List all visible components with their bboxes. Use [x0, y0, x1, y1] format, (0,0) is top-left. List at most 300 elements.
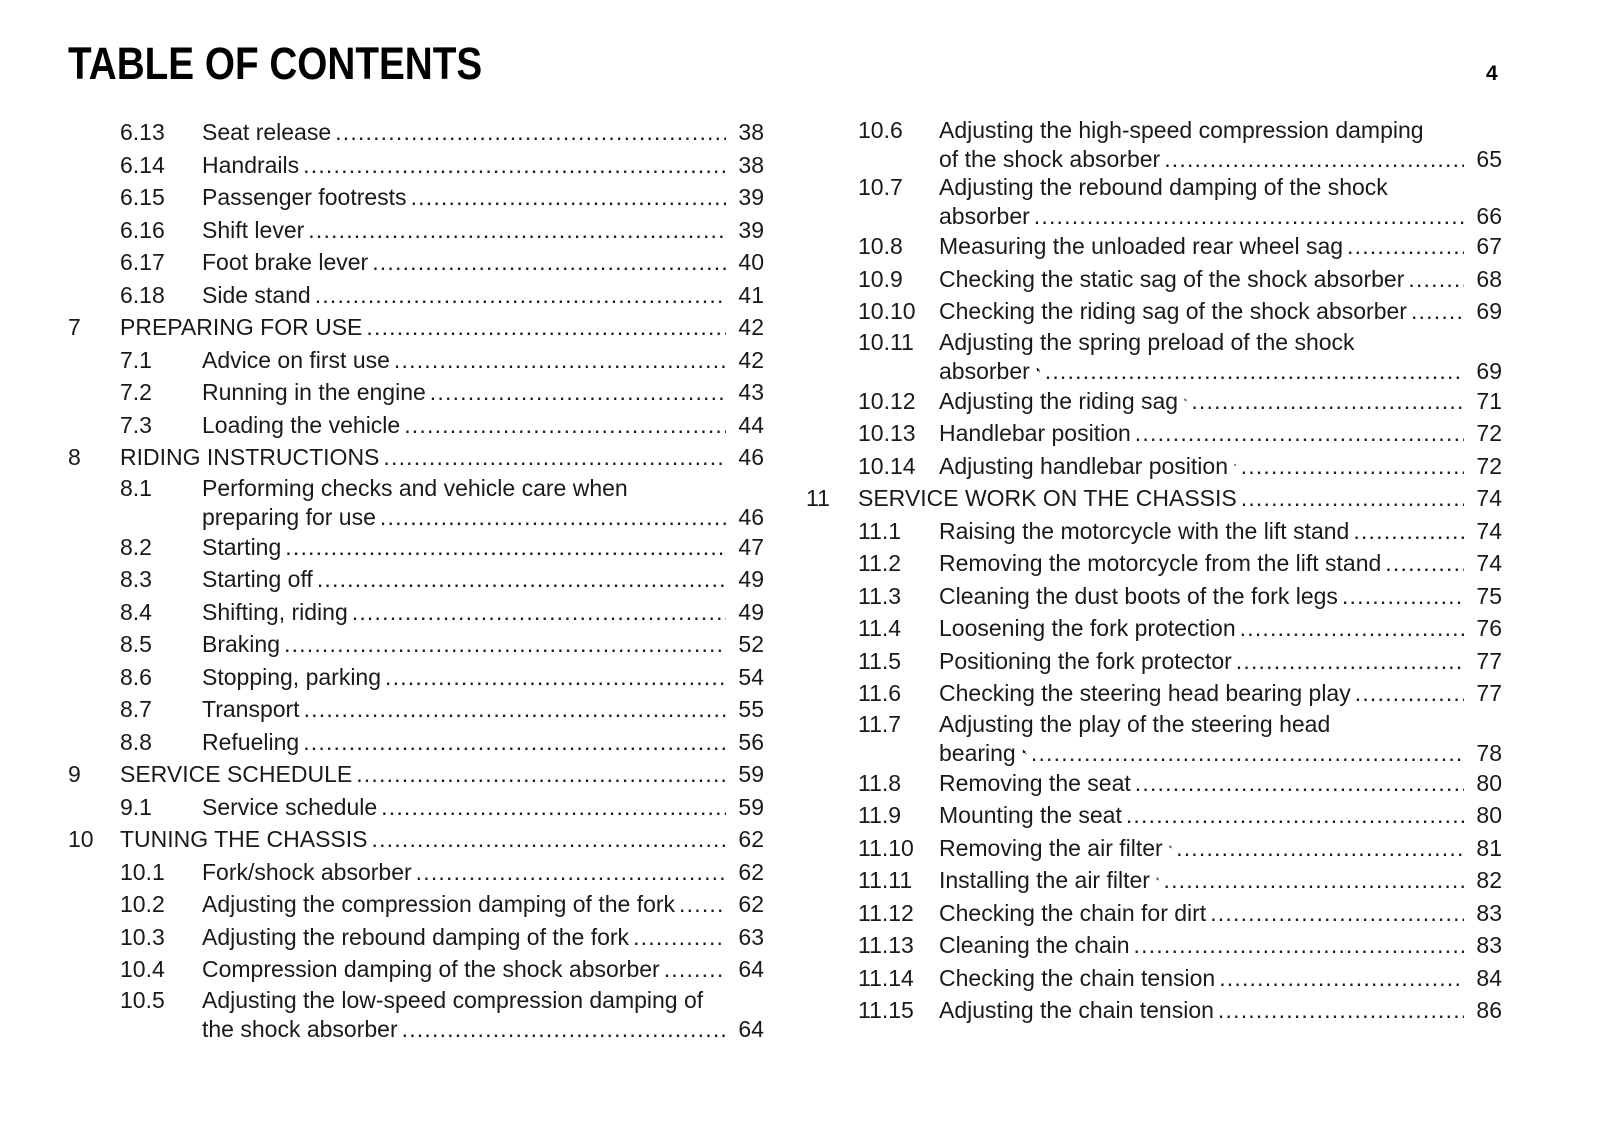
wrench-icon	[1022, 743, 1027, 761]
section-number: 11	[806, 485, 830, 511]
page-ref[interactable]: 75	[1476, 582, 1502, 609]
toc-entry-line	[806, 612, 1502, 645]
dot-leader	[303, 149, 726, 182]
toc-section-entry[interactable]	[68, 181, 764, 214]
section-title[interactable]: Checking the chain for dirt	[939, 899, 1207, 926]
section-title[interactable]: Compression damping of the shock absorber	[202, 956, 660, 982]
toc-entry-line	[806, 994, 1502, 1027]
section-title[interactable]: the shock absorber	[202, 1015, 398, 1042]
section-title[interactable]: Passenger footrests	[202, 184, 407, 210]
title-wrap	[202, 214, 726, 247]
page-ref[interactable]: 69	[1476, 357, 1502, 384]
title-wrap	[939, 202, 1464, 230]
title-wrap	[202, 986, 764, 1015]
section-number: 11.4	[858, 615, 902, 641]
page-ref[interactable]: 74	[1476, 485, 1502, 511]
title-wrap	[939, 173, 1502, 202]
toc-section-entry[interactable]	[806, 580, 1502, 613]
section-title[interactable]: Adjusting the riding sag	[939, 387, 1179, 414]
toc-section-entry[interactable]	[806, 385, 1502, 418]
dot-leader	[1408, 263, 1464, 296]
toc-entry-line	[806, 145, 1502, 173]
toc-section-entry[interactable]	[68, 596, 764, 629]
section-title[interactable]: Running in the engine	[202, 379, 426, 405]
toc-section-entry[interactable]	[806, 677, 1502, 710]
dot-leader	[317, 563, 726, 596]
dot-leader	[1240, 612, 1464, 645]
page-ref[interactable]: 62	[738, 826, 764, 852]
section-number: 10.7	[858, 174, 903, 200]
section-number: 6.13	[120, 119, 165, 145]
toc-entry-line	[68, 1015, 764, 1043]
toc-entry-line	[68, 246, 764, 279]
toc-entry-line	[806, 767, 1502, 800]
toc-chapter-entry[interactable]	[68, 441, 764, 474]
section-title[interactable]: Shifting, riding	[202, 598, 348, 625]
toc-entry-line	[68, 344, 764, 377]
section-title[interactable]: Raising the motorcycle with the lift stand	[939, 517, 1350, 544]
page-ref[interactable]: 83	[1476, 932, 1502, 958]
toc-entry-line	[68, 563, 764, 596]
title-wrap	[939, 357, 1464, 385]
title-wrap	[939, 385, 1464, 418]
toc-section-entry[interactable]	[68, 344, 764, 377]
section-title[interactable]: Mounting the seat	[939, 802, 1122, 828]
dot-leader	[402, 1015, 726, 1043]
section-title[interactable]: Loading the vehicle	[202, 411, 401, 438]
page-ref[interactable]: 78	[1476, 739, 1502, 766]
section-number: 10.13	[858, 420, 916, 446]
section-title[interactable]: Shift lever	[202, 216, 305, 243]
section-number: 7	[68, 314, 81, 340]
toc-entry-line	[68, 726, 764, 759]
section-title[interactable]: Refueling	[202, 728, 300, 755]
section-number: 11.5	[858, 647, 902, 674]
toc-chapter-entry[interactable]	[806, 482, 1502, 515]
toc-section-entry[interactable]	[68, 953, 764, 986]
page-ref[interactable]: 52	[738, 631, 764, 657]
toc-entry-line	[68, 693, 764, 726]
toc-chapter-entry[interactable]	[68, 311, 764, 344]
toc-entry-line	[806, 677, 1502, 710]
toc-entry-line	[68, 503, 764, 531]
section-title[interactable]: Adjusting handlebar position	[939, 452, 1228, 479]
page-ref[interactable]: 54	[738, 663, 764, 690]
section-number: 11.7	[858, 710, 902, 737]
title-wrap	[939, 328, 1502, 357]
toc-section-entry[interactable]	[68, 888, 764, 921]
title-wrap	[939, 962, 1464, 995]
section-title[interactable]: Loosening the fork protection	[939, 615, 1236, 641]
page-ref[interactable]: 65	[1476, 146, 1502, 172]
page-ref[interactable]: 49	[738, 598, 764, 625]
page-ref[interactable]: 68	[1476, 265, 1502, 292]
section-title[interactable]: Braking	[202, 631, 280, 657]
section-title[interactable]: Performing checks and vehicle care when	[202, 474, 628, 501]
page-ref[interactable]: 82	[1476, 867, 1502, 893]
page-ref[interactable]: 40	[738, 249, 764, 275]
toc-entry-line	[806, 645, 1502, 678]
page-ref[interactable]: 81	[1476, 834, 1502, 861]
section-title[interactable]: Checking the riding sag of the shock absorber	[939, 298, 1407, 324]
dot-leader	[285, 531, 726, 564]
title-wrap	[120, 823, 726, 856]
section-title[interactable]: Stopping, parking	[202, 663, 382, 690]
toc-entry-line	[68, 474, 764, 503]
page-ref[interactable]: 44	[738, 411, 764, 438]
section-title[interactable]: Adjusting the play of the steering head	[939, 710, 1331, 737]
page-ref[interactable]: 56	[738, 728, 764, 755]
section-title[interactable]: Foot brake lever	[202, 249, 369, 275]
page-ref[interactable]: 66	[1476, 203, 1502, 229]
title-wrap	[202, 409, 726, 442]
title-wrap	[202, 921, 726, 954]
page-ref[interactable]: 38	[738, 151, 764, 178]
section-number: 10	[68, 826, 94, 852]
toc-section-entry[interactable]	[806, 929, 1502, 962]
page-ref[interactable]: 49	[738, 566, 764, 592]
title-wrap	[202, 531, 726, 564]
toc-entry-line	[806, 173, 1502, 202]
toc-section-entry[interactable]	[806, 799, 1502, 832]
title-wrap	[939, 645, 1464, 678]
page-ref[interactable]: 86	[1476, 997, 1502, 1023]
toc-entry-line	[68, 758, 764, 791]
section-number: 10.12	[858, 387, 916, 414]
toc-section-entry[interactable]	[806, 450, 1502, 483]
toc-section-entry[interactable]	[68, 986, 764, 1043]
section-title[interactable]: Transport	[202, 696, 300, 722]
dot-leader	[679, 888, 726, 921]
page-ref[interactable]: 62	[738, 858, 764, 885]
title-wrap	[939, 450, 1464, 483]
toc-section-entry[interactable]	[68, 214, 764, 247]
toc-entry-line	[806, 482, 1502, 515]
dot-leader	[404, 409, 726, 442]
dot-leader	[1218, 994, 1464, 1027]
dot-leader	[381, 791, 726, 824]
title-wrap	[202, 116, 726, 149]
toc-entry-line	[806, 263, 1502, 296]
section-title[interactable]: Adjusting the high-speed compression damping	[939, 117, 1424, 143]
section-title[interactable]: Fork/shock absorber	[202, 858, 412, 885]
toc-entry-line	[68, 311, 764, 344]
page-ref[interactable]: 41	[738, 281, 764, 308]
title-wrap	[202, 503, 726, 531]
page-ref[interactable]: 46	[738, 503, 764, 530]
section-number: 11.14	[858, 964, 914, 991]
toc-section-entry[interactable]	[806, 515, 1502, 548]
dot-leader	[1385, 547, 1464, 580]
section-number: 6.14	[120, 151, 165, 178]
dot-leader	[1191, 385, 1464, 418]
page-ref[interactable]: 74	[1476, 550, 1502, 576]
toc-section-entry[interactable]	[68, 693, 764, 726]
page-ref[interactable]: 39	[738, 184, 764, 210]
section-title[interactable]: Removing the motorcycle from the lift stand	[939, 550, 1382, 576]
toc-section-entry[interactable]	[68, 726, 764, 759]
toc-entry-line	[68, 888, 764, 921]
toc-section-entry[interactable]	[806, 710, 1502, 767]
page-ref[interactable]: 77	[1476, 647, 1502, 674]
section-title[interactable]: Seat release	[202, 119, 332, 145]
title-wrap	[120, 311, 726, 344]
section-title[interactable]: Checking the chain tension	[939, 964, 1216, 991]
page-ref[interactable]: 74	[1476, 517, 1502, 544]
page-ref[interactable]: 64	[738, 1015, 764, 1042]
title-wrap	[202, 246, 726, 279]
section-title[interactable]: Checking the static sag of the shock absorber	[939, 265, 1405, 292]
section-title[interactable]: Handlebar position	[939, 420, 1131, 446]
section-number: 7.1	[120, 346, 152, 373]
toc-section-entry[interactable]	[806, 767, 1502, 800]
dot-leader	[1353, 515, 1464, 548]
toc-section-entry[interactable]	[68, 563, 764, 596]
toc-section-entry[interactable]	[806, 832, 1502, 865]
title-wrap	[202, 693, 726, 726]
toc-entry-line	[806, 295, 1502, 328]
section-title[interactable]: SERVICE SCHEDULE	[120, 761, 353, 787]
toc-entry-line	[806, 580, 1502, 613]
toc-section-entry[interactable]	[68, 628, 764, 661]
dot-leader	[1241, 482, 1464, 515]
toc-section-entry[interactable]	[68, 474, 764, 531]
section-number: 10.3	[120, 923, 165, 950]
toc-section-entry[interactable]	[806, 417, 1502, 450]
toc-entry-line	[68, 181, 764, 214]
toc-section-entry[interactable]	[68, 246, 764, 279]
toc-section-entry[interactable]	[68, 921, 764, 954]
section-number: 11.6	[858, 680, 902, 706]
section-title[interactable]: Starting	[202, 533, 282, 560]
toc-section-entry[interactable]	[68, 856, 764, 889]
section-number: 7.2	[120, 379, 152, 405]
title-wrap	[939, 864, 1464, 897]
toc-entry-line	[68, 628, 764, 661]
page-ref[interactable]: 42	[738, 346, 764, 373]
section-number: 11.11	[858, 867, 913, 893]
page-ref[interactable]: 77	[1476, 680, 1502, 706]
section-number: 7.3	[120, 411, 152, 438]
toc-section-entry[interactable]	[68, 116, 764, 149]
toc-entry-line	[68, 149, 764, 182]
section-title[interactable]: TUNING THE CHASSIS	[120, 826, 368, 852]
toc-section-entry[interactable]	[806, 295, 1502, 328]
page-ref[interactable]: 83	[1476, 899, 1502, 926]
page-ref[interactable]: 80	[1476, 769, 1502, 796]
dot-leader	[303, 726, 726, 759]
toc-entry-line	[806, 450, 1502, 483]
title-wrap	[939, 677, 1464, 710]
section-number: 8.6	[120, 663, 152, 690]
page-number: 4	[1486, 62, 1498, 85]
dot-leader	[304, 693, 726, 726]
title-wrap	[939, 612, 1464, 645]
toc-chapter-entry[interactable]	[68, 823, 764, 856]
dot-leader	[1134, 929, 1464, 962]
section-title[interactable]: Starting off	[202, 566, 313, 592]
toc-entry-line	[68, 441, 764, 474]
page-ref[interactable]: 64	[738, 956, 764, 982]
title-wrap	[939, 929, 1464, 962]
section-title[interactable]: Advice on first use	[202, 346, 390, 373]
title-wrap	[939, 295, 1464, 328]
page-ref[interactable]: 55	[738, 696, 764, 722]
section-number: 11.1	[858, 517, 902, 544]
page-ref[interactable]: 80	[1476, 802, 1502, 828]
title-wrap	[202, 888, 726, 921]
section-title[interactable]: absorber	[939, 203, 1030, 229]
toc-entry-line	[806, 202, 1502, 230]
dot-leader	[366, 311, 726, 344]
page-ref[interactable]: 42	[738, 314, 764, 340]
section-title[interactable]: Checking the steering head bearing play	[939, 680, 1351, 706]
page-ref[interactable]: 62	[738, 891, 764, 917]
title-wrap	[939, 832, 1464, 865]
section-title[interactable]: Measuring the unloaded rear wheel sag	[939, 233, 1344, 259]
toc-entry-line	[806, 515, 1502, 548]
toc-section-entry[interactable]	[68, 531, 764, 564]
title-wrap	[939, 710, 1502, 739]
page-ref[interactable]: 63	[738, 923, 764, 950]
section-title[interactable]: Adjusting the rebound damping of the fork	[202, 923, 630, 950]
dot-leader	[1135, 767, 1464, 800]
title-wrap	[202, 149, 726, 182]
section-title[interactable]: Removing the air filter	[939, 834, 1163, 861]
toc-section-entry[interactable]	[806, 547, 1502, 580]
page-ref[interactable]: 69	[1476, 298, 1502, 324]
toc-section-entry[interactable]	[806, 116, 1502, 173]
section-title[interactable]: RIDING INSTRUCTIONS	[120, 444, 380, 470]
toc-section-entry[interactable]	[806, 230, 1502, 263]
dot-leader	[380, 503, 726, 531]
page-ref[interactable]: 84	[1476, 964, 1502, 991]
section-number: 8.7	[120, 696, 152, 722]
toc-section-entry[interactable]	[806, 962, 1502, 995]
page-ref[interactable]: 59	[738, 761, 764, 787]
toc-section-entry[interactable]	[68, 409, 764, 442]
toc-section-entry[interactable]	[806, 263, 1502, 296]
page-ref[interactable]: 76	[1476, 615, 1502, 641]
section-number: 10.14	[858, 452, 916, 479]
wrench-icon	[1036, 361, 1041, 379]
toc-entry-line	[68, 279, 764, 312]
toc-section-entry[interactable]	[806, 328, 1502, 385]
toc-entry-line	[68, 116, 764, 149]
section-title[interactable]: Handrails	[202, 151, 300, 178]
dot-leader	[1045, 357, 1464, 385]
toc-chapter-entry[interactable]	[68, 758, 764, 791]
dot-leader	[1219, 962, 1464, 995]
section-title[interactable]: absorber	[939, 357, 1030, 384]
page-ref[interactable]: 59	[738, 793, 764, 820]
dot-leader	[411, 181, 726, 214]
toc-section-entry[interactable]	[806, 864, 1502, 897]
toc-section-entry[interactable]	[806, 173, 1502, 230]
toc-section-entry[interactable]	[806, 994, 1502, 1027]
page-ref[interactable]: 71	[1476, 387, 1502, 414]
wrench-icon	[1234, 456, 1237, 474]
section-title[interactable]: SERVICE WORK ON THE CHASSIS	[858, 485, 1237, 511]
section-title[interactable]: of the shock absorber	[939, 146, 1161, 172]
section-title[interactable]: Adjusting the compression damping of the fork	[202, 891, 676, 917]
toc-entry-line	[68, 661, 764, 694]
page-title: TABLE OF CONTENTS	[68, 38, 483, 89]
section-title[interactable]: Installing the air filter	[939, 867, 1150, 893]
page-ref[interactable]: 47	[738, 533, 764, 560]
toc-entry-line	[806, 832, 1502, 865]
page-ref[interactable]: 38	[738, 119, 764, 145]
page-ref[interactable]: 43	[738, 379, 764, 405]
title-wrap	[202, 344, 726, 377]
section-title[interactable]: Removing the seat	[939, 769, 1131, 796]
page-ref[interactable]: 72	[1476, 452, 1502, 479]
dot-leader	[1135, 417, 1464, 450]
section-title[interactable]: Cleaning the dust boots of the fork legs	[939, 582, 1338, 609]
dot-leader	[1236, 645, 1464, 678]
section-number: 11.2	[858, 550, 902, 576]
toc-entry-line	[68, 214, 764, 247]
toc-section-entry[interactable]	[68, 149, 764, 182]
dot-leader	[1355, 677, 1464, 710]
toc-section-entry[interactable]	[806, 612, 1502, 645]
section-title[interactable]: preparing for use	[202, 503, 376, 530]
title-wrap	[939, 116, 1502, 145]
toc-column-right	[806, 116, 1502, 1027]
title-wrap	[202, 953, 726, 986]
dot-leader	[372, 246, 726, 279]
title-wrap	[202, 791, 726, 824]
toc-section-entry[interactable]	[68, 279, 764, 312]
section-title[interactable]: Adjusting the chain tension	[939, 997, 1214, 1023]
title-wrap	[202, 181, 726, 214]
section-title[interactable]: bearing	[939, 739, 1016, 766]
section-title[interactable]: Adjusting the low-speed compression damping of	[202, 986, 704, 1013]
title-wrap	[202, 628, 726, 661]
section-title[interactable]: Positioning the fork protector	[939, 647, 1232, 674]
dot-leader	[383, 441, 726, 474]
toc-section-entry[interactable]	[68, 791, 764, 824]
section-number: 9.1	[120, 793, 152, 820]
title-wrap	[120, 441, 726, 474]
toc-section-entry[interactable]	[68, 376, 764, 409]
page-ref[interactable]: 67	[1476, 233, 1502, 259]
toc-section-entry[interactable]	[806, 897, 1502, 930]
section-number: 11.13	[858, 932, 914, 958]
section-number: 11.9	[858, 802, 902, 828]
section-title[interactable]: Adjusting the spring preload of the shock	[939, 328, 1355, 355]
page-ref[interactable]: 39	[738, 216, 764, 243]
toc-entry-line	[68, 376, 764, 409]
toc-entry-line	[806, 897, 1502, 930]
section-title[interactable]: Cleaning the chain	[939, 932, 1130, 958]
toc-section-entry[interactable]	[806, 645, 1502, 678]
page-ref[interactable]: 72	[1476, 420, 1502, 446]
page-ref[interactable]: 46	[738, 444, 764, 470]
section-title[interactable]: PREPARING FOR USE	[120, 314, 363, 340]
dot-leader	[394, 344, 726, 377]
section-title[interactable]: Adjusting the rebound damping of the shock	[939, 174, 1388, 200]
section-title[interactable]: Service schedule	[202, 793, 378, 820]
section-title[interactable]: Side stand	[202, 281, 311, 308]
dot-leader	[1210, 897, 1464, 930]
title-wrap	[939, 515, 1464, 548]
toc-entry-line	[68, 986, 764, 1015]
toc-section-entry[interactable]	[68, 661, 764, 694]
toc-entry-line	[68, 596, 764, 629]
toc-entry-line	[806, 799, 1502, 832]
dot-leader	[1347, 230, 1464, 263]
